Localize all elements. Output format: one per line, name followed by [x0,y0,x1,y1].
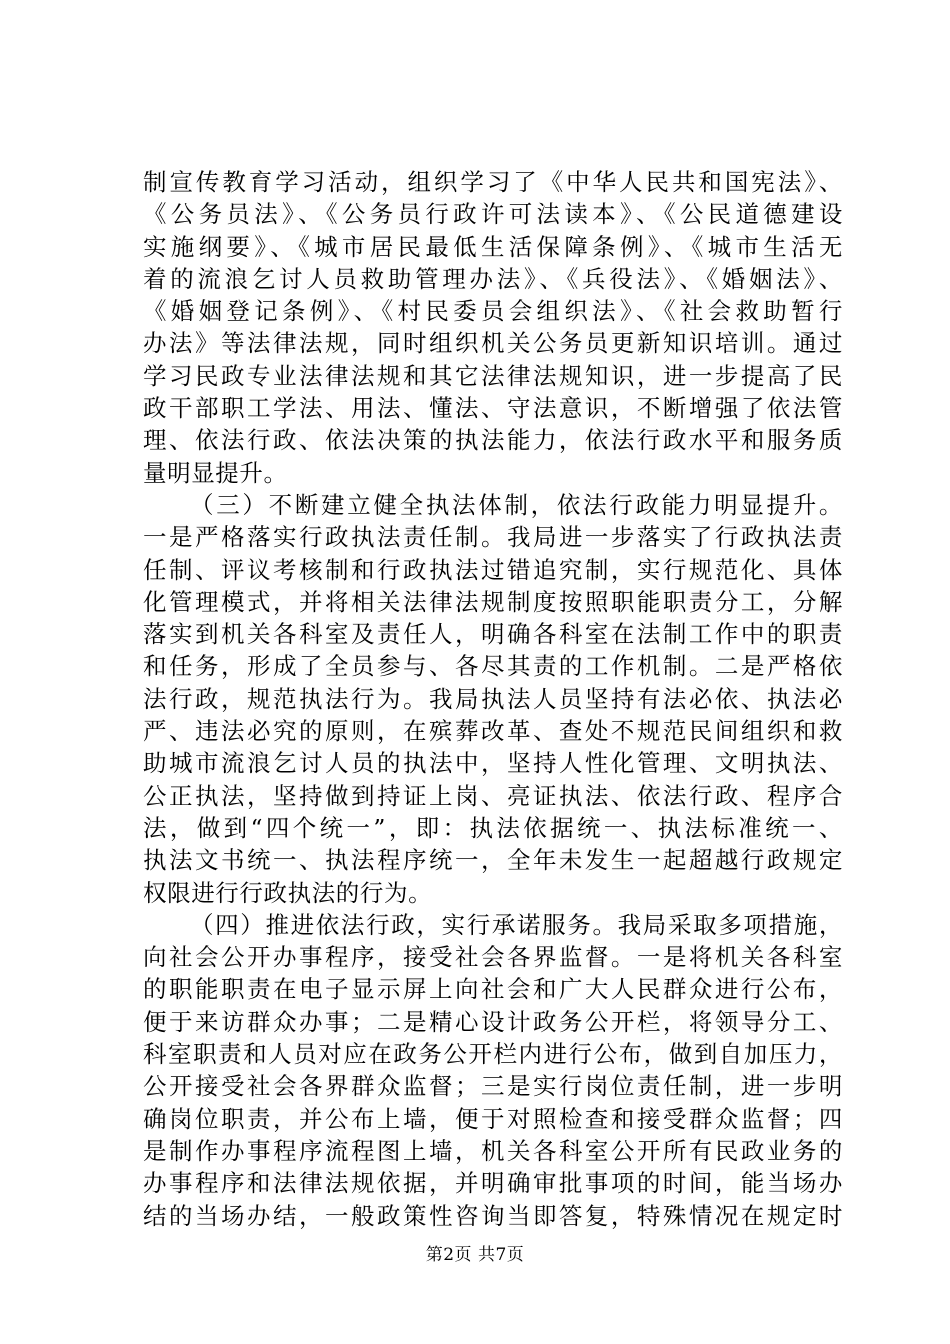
text-line: 的职能职责在电子显示屏上向社会和广大人民群众进行公布， [143,975,843,1004]
text-line: 学习民政专业法律法规和其它法律法规知识，进一步提高了民 [143,361,843,390]
text-line: 向社会公开办事程序，接受社会各界监督。一是将机关各科室 [143,943,843,972]
text-line: 办事程序和法律法规依据，并明确审批事项的时间，能当场办 [143,1169,843,1198]
text-line: 科室职责和人员对应在政务公开栏内进行公布，做到自加压力， [143,1040,843,1069]
text-line: 任制、评议考核制和行政执法过错追究制，实行规范化、具体 [143,555,843,584]
text-line: 法，做到“四个统一”，即：执法依据统一、执法标准统一、 [143,813,843,842]
text-line: 法行政，规范执法行为。我局执法人员坚持有法必依、执法必 [143,684,843,713]
text-line: 政干部职工学法、用法、懂法、守法意识，不断增强了依法管 [143,394,843,423]
text-line: 便于来访群众办事；二是精心设计政务公开栏，将领导分工、 [143,1007,843,1036]
text-line: 和任务，形成了全员参与、各尽其责的工作机制。二是严格依 [143,652,843,681]
text-line: 实施纲要》、《城市居民最低生活保障条例》、《城市生活无 [143,232,843,261]
text-line: 着的流浪乞讨人员救助管理办法》、《兵役法》、《婚姻法》、 [143,264,843,293]
text-line: 制宣传教育学习活动，组织学习了《中华人民共和国宪法》、 [143,168,843,196]
text-line: 是制作办事程序流程图上墙，机关各科室公开所有民政业务的 [143,1136,843,1165]
text-line: 公开接受社会各界群众监督；三是实行岗位责任制，进一步明 [143,1072,843,1101]
text-line: 执法文书统一、执法程序统一，全年未发生一起超越行政规定 [143,846,843,875]
text-line: （三）不断建立健全执法体制，依法行政能力明显提升。 [190,490,843,519]
text-line: 权限进行行政执法的行为。 [143,878,433,907]
text-line: 量明显提升。 [143,458,288,487]
text-line: 《婚姻登记条例》、《村民委员会组织法》、《社会救助暂行 [143,297,843,326]
text-line: 理、依法行政、依法决策的执法能力，依法行政水平和服务质 [143,426,843,455]
text-line: 落实到机关各科室及责任人，明确各科室在法制工作中的职责 [143,620,843,649]
text-line: 化管理模式，并将相关法律法规制度按照职能职责分工，分解 [143,587,843,616]
text-line: 严、违法必究的原则，在殡葬改革、查处不规范民间组织和救 [143,717,843,746]
text-line: 办法》等法律法规，同时组织机关公务员更新知识培训。通过 [143,329,843,358]
text-line: （四）推进依法行政，实行承诺服务。我局采取多项措施， [190,910,843,939]
body-text [143,166,843,1232]
text-line: 《公务员法》、《公务员行政许可法读本》、《公民道德建设 [143,200,843,229]
text-line: 助城市流浪乞讨人员的执法中，坚持人性化管理、文明执法、 [143,749,843,778]
text-line: 结的当场办结，一般政策性咨询当即答复，特殊情况在规定时 [143,1201,843,1230]
page-footer: 第2页 共7页 [425,1245,525,1265]
text-line: 一是严格落实行政执法责任制。我局进一步落实了行政执法责 [143,523,843,552]
text-line: 确岗位职责，并公布上墙，便于对照检查和接受群众监督；四 [143,1104,843,1133]
text-line: 公正执法，坚持做到持证上岗、亮证执法、依法行政、程序合 [143,781,843,810]
